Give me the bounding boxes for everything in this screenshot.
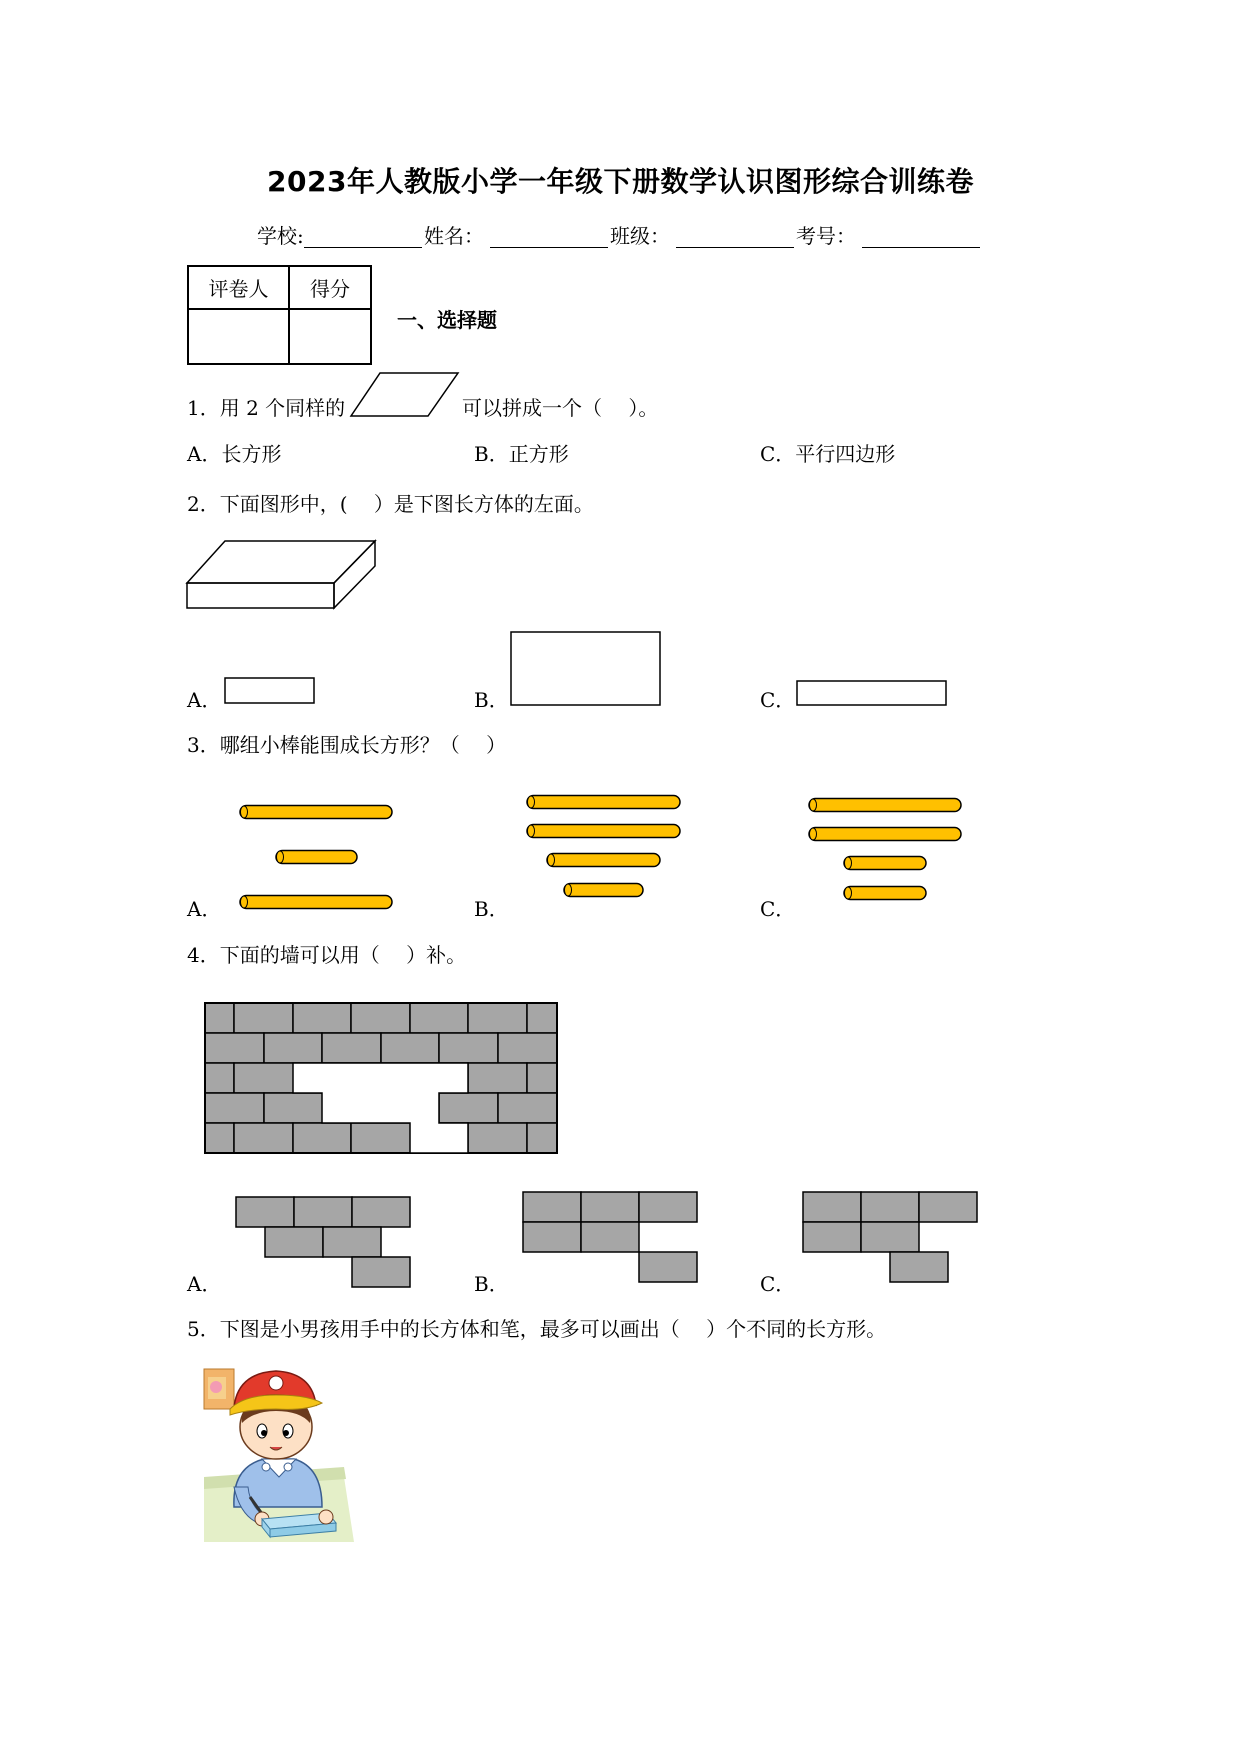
option-brick [265,1227,323,1257]
wall-brick [205,1033,264,1063]
option-brick [861,1192,919,1222]
option-a-bricks [236,1197,410,1287]
exam-no-label: 考号： [796,224,856,248]
option-brick [639,1252,697,1282]
q1-option-a[interactable]: A．长方形 [187,442,282,466]
wall-brick [234,1123,293,1153]
q3-option-a[interactable]: A． [187,897,222,921]
wall-brick [410,1003,468,1033]
q4-option-b[interactable]: B． [474,1272,509,1296]
option-brick [890,1252,948,1282]
wall-brick [264,1033,322,1063]
option-brick [581,1222,639,1252]
option-brick [352,1257,410,1287]
q2-option-b[interactable]: B． [474,688,509,712]
q1-prefix: 1．用 2 个同样的 [187,396,346,420]
q4-option-a[interactable]: A． [187,1272,222,1296]
option-b-bricks [523,1192,697,1282]
wall-brick [498,1093,557,1123]
page-title: 2023年人教版小学一年级下册数学认识图形综合训练卷 [267,165,974,198]
wall-brick [293,1003,351,1033]
q5-question: 5．下图是小男孩用手中的长方体和笔，最多可以画出（ ）个不同的长方形。 [187,1317,887,1341]
school-label: 学校: [257,224,304,248]
boy-illustration [204,1367,354,1542]
grader-header: 评卷人 [188,266,289,309]
wall-brick [234,1003,293,1033]
wall-brick [351,1003,410,1033]
wall-brick [527,1003,557,1033]
wall-brick [439,1033,498,1063]
wall-brick [322,1033,381,1063]
q3-option-b[interactable]: B． [474,897,509,921]
q1-option-b[interactable]: B．正方形 [474,442,569,466]
section-heading: 一、选择题 [397,308,497,332]
wall-brick [205,1093,264,1123]
q2-question: 2．下面图形中，( ）是下图长方体的左面。 [187,492,594,516]
option-brick [803,1222,861,1252]
wall-brick [293,1123,351,1153]
option-brick [323,1227,381,1257]
q4-option-c[interactable]: C． [760,1272,796,1296]
wall-brick [468,1003,527,1033]
option-brick [803,1192,861,1222]
option-brick [639,1192,697,1222]
q2-option-a[interactable]: A． [187,688,222,712]
option-brick [523,1222,581,1252]
name-label: 姓名： [424,224,484,248]
q2-option-c[interactable]: C． [760,688,796,712]
score-header: 得分 [289,266,371,309]
wall-brick [468,1063,527,1093]
wall-brick [205,1003,234,1033]
option-brick [523,1192,581,1222]
q1-option-c[interactable]: C．平行四边形 [760,442,896,466]
wall-brick [527,1123,557,1153]
option-c-bricks [803,1192,977,1282]
wall-brick [439,1093,498,1123]
q3-option-c[interactable]: C． [760,897,796,921]
option-brick [236,1197,294,1227]
class-label: 班级： [610,224,670,248]
wall-brick [381,1033,439,1063]
q1-suffix: 可以拼成一个（ ）。 [462,396,659,420]
wall-brick [205,1123,234,1153]
q4-question: 4．下面的墙可以用（ ）补。 [187,943,467,967]
wall-brick [468,1123,527,1153]
option-brick [919,1192,977,1222]
wall-brick [527,1063,557,1093]
wall-brick [205,1063,234,1093]
q3-question: 3．哪组小棒能围成长方形？（ ） [187,733,507,757]
option-brick [861,1222,919,1252]
option-brick [352,1197,410,1227]
option-brick [581,1192,639,1222]
option-brick [294,1197,352,1227]
wall-brick [498,1033,557,1063]
